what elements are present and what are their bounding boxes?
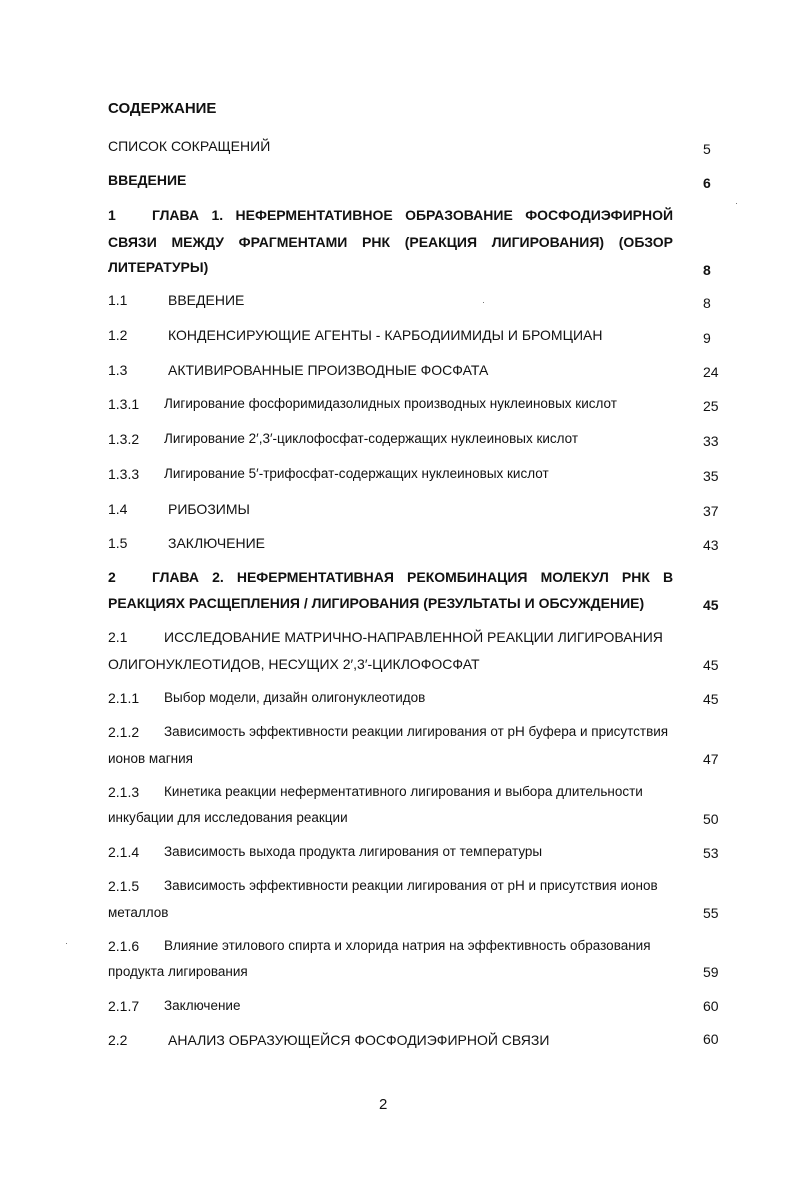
toc-item-number: 2.1.5: [108, 878, 140, 894]
toc-item-page: 59: [703, 964, 719, 980]
toc-item-page: 33: [703, 433, 719, 449]
toc-item-title: Лигирование 2′,3′-циклофосфат-содержащих нуклеиновых кислот: [164, 431, 579, 446]
toc-chapter-1-line1: ГЛАВА 1. НЕФЕРМЕНТАТИВНОЕ ОБРАЗОВАНИЕ ФОСФОДИЭФИРНОЙ: [152, 207, 674, 223]
toc-item-page: 50: [703, 811, 719, 827]
toc-item-title: Выбор модели, дизайн олигонуклеотидов: [164, 690, 426, 705]
toc-item-page: 24: [703, 364, 719, 380]
toc-item-page: 8: [703, 295, 711, 311]
toc-item-number: 1.5: [108, 535, 128, 551]
toc-item-number: 1.4: [108, 501, 128, 517]
toc-item-page: 35: [703, 468, 719, 484]
toc-item-page: 45: [703, 657, 719, 673]
toc-item-page: 60: [703, 998, 719, 1014]
toc-item-number: 2.1.1: [108, 690, 140, 706]
toc-item-page: 37: [703, 503, 719, 519]
toc-item-number: 1.3.2: [108, 431, 140, 447]
toc-chapter-2-number: 2: [108, 569, 116, 585]
toc-item-title-line1: Зависимость эффективности реакции лигирования от pH и присутствия ионов: [164, 878, 658, 893]
toc-abbreviations: СПИСОК СОКРАЩЕНИЙ: [108, 138, 271, 154]
toc-item-number: 2.2: [108, 1032, 128, 1048]
scan-speck: [483, 302, 484, 303]
toc-item-page: 43: [703, 537, 719, 553]
scan-speck: [66, 943, 67, 944]
toc-item-number: 1.3.1: [108, 396, 140, 412]
toc-item-page: 60: [703, 1031, 719, 1047]
toc-chapter-1-number: 1: [108, 207, 116, 223]
toc-item-page: 55: [703, 905, 719, 921]
toc-item-title: Зависимость выхода продукта лигирования от температуры: [164, 844, 543, 859]
toc-item-title-line1: Зависимость эффективности реакции лигирования от pH буфера и присутствия: [164, 724, 669, 739]
toc-item-number: 2.1.7: [108, 998, 140, 1014]
toc-item-title: АКТИВИРОВАННЫЕ ПРОИЗВОДНЫЕ ФОСФАТА: [168, 362, 489, 378]
toc-chapter-2-line2: РЕАКЦИЯХ РАСЩЕПЛЕНИЯ / ЛИГИРОВАНИЯ (РЕЗУЛЬТАТЫ И ОБСУЖДЕНИЕ): [108, 595, 645, 611]
toc-item-page: 25: [703, 398, 719, 414]
toc-item-title-line2: продукта лигирования: [108, 964, 248, 979]
toc-item-title-line2: металлов: [108, 905, 169, 920]
toc-item-number: 2.1.2: [108, 724, 140, 740]
toc-item-number: 1.2: [108, 327, 128, 343]
toc-item-title: ВВЕДЕНИЕ: [168, 292, 245, 308]
toc-item-title: Лигирование 5′-трифосфат-содержащих нуклеиновых кислот: [164, 466, 549, 481]
toc-item-number: 1.1: [108, 292, 128, 308]
toc-item-title: КОНДЕНСИРУЮЩИЕ АГЕНТЫ - КАРБОДИИМИДЫ И БРОМЦИАН: [168, 327, 603, 343]
toc-item-title-line1: Влияние этилового спирта и хлорида натрия на эффективность образования: [164, 938, 651, 953]
toc-introduction: ВВЕДЕНИЕ: [108, 172, 187, 188]
toc-item-title: Лигирование фосфоримидазолидных производных нуклеиновых кислот: [164, 396, 617, 411]
toc-item-title: АНАЛИЗ ОБРАЗУЮЩЕЙСЯ ФОСФОДИЭФИРНОЙ СВЯЗИ: [168, 1032, 550, 1048]
toc-item-page: 53: [703, 845, 719, 861]
toc-chapter-1-line3: ЛИТЕРАТУРЫ): [108, 259, 209, 275]
toc-item-title: РИБОЗИМЫ: [168, 501, 250, 517]
toc-abbreviations-page: 5: [703, 141, 711, 157]
toc-item-title-line1: ИССЛЕДОВАНИЕ МАТРИЧНО-НАПРАВЛЕННОЙ РЕАКЦИИ ЛИГИРОВАНИЯ: [164, 629, 663, 645]
toc-item-title: ЗАКЛЮЧЕНИЕ: [168, 535, 265, 551]
toc-item-title-line2: ОЛИГОНУКЛЕОТИДОВ, НЕСУЩИХ 2′,3′-ЦИКЛОФОСФАТ: [108, 656, 480, 672]
toc-item-number: 1.3.3: [108, 466, 140, 482]
toc-item-title-line2: ионов магния: [108, 751, 193, 766]
toc-item-number: 2.1: [108, 629, 128, 645]
toc-item-title-line2: инкубации для исследования реакции: [108, 810, 348, 825]
toc-chapter-2-line1: ГЛАВА 2. НЕФЕРМЕНТАТИВНАЯ РЕКОМБИНАЦИЯ МОЛЕКУЛ РНК В: [152, 569, 674, 585]
toc-chapter-1-line2: СВЯЗИ МЕЖДУ ФРАГМЕНТАМИ РНК (РЕАКЦИЯ ЛИГИРОВАНИЯ) (ОБЗОР: [108, 234, 674, 250]
toc-item-number: 2.1.3: [108, 784, 140, 800]
toc-item-number: 2.1.6: [108, 938, 140, 954]
toc-item-page: 9: [703, 330, 711, 346]
toc-chapter-2-page: 45: [703, 597, 719, 613]
toc-introduction-page: 6: [703, 175, 711, 191]
toc-item-title-line1: Кинетика реакции неферментативного лигирования и выбора длительности: [164, 784, 643, 799]
toc-item-title: Заключение: [164, 998, 241, 1013]
toc-item-page: 45: [703, 691, 719, 707]
toc-item-number: 1.3: [108, 362, 128, 378]
page-title: СОДЕРЖАНИЕ: [108, 100, 217, 117]
toc-chapter-1-page: 8: [703, 262, 711, 278]
toc-item-page: 47: [703, 751, 719, 767]
toc-item-number: 2.1.4: [108, 844, 140, 860]
scan-speck: [736, 203, 737, 204]
footer-page-number: 2: [379, 1096, 388, 1113]
